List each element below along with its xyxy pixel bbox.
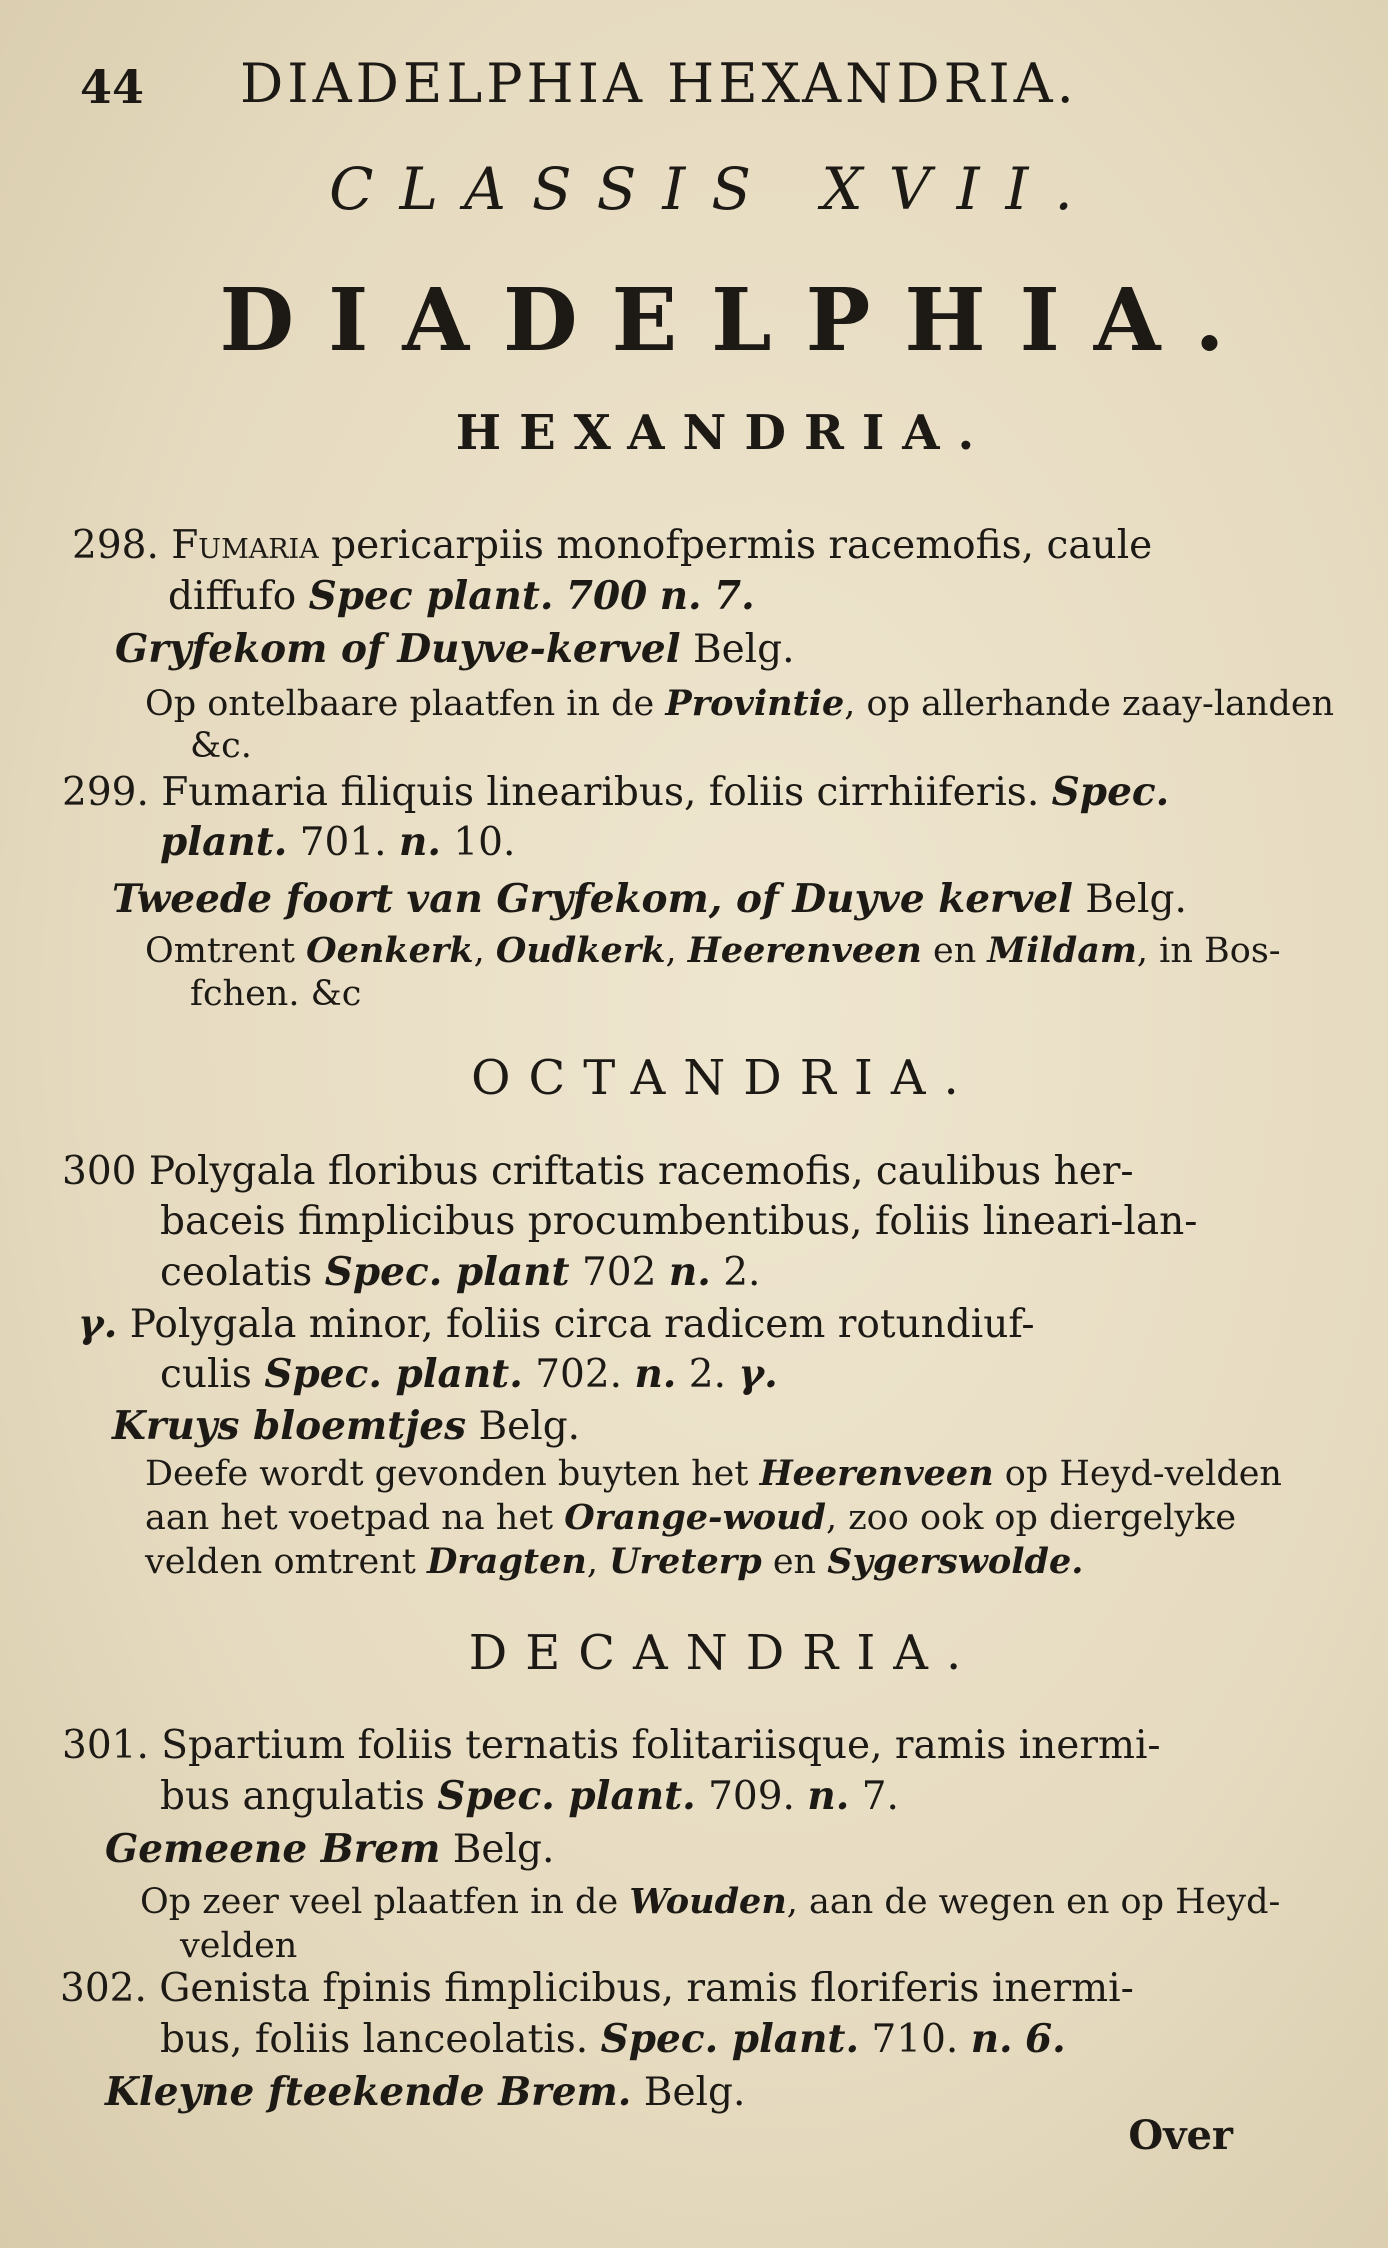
catchword: Over — [1128, 2112, 1233, 2159]
description: floribus criftatis racemofis, caulibus her- — [327, 1149, 1134, 1194]
locality-text: , — [586, 1542, 598, 1582]
description: foliis ternatis folitariisque, ramis inermi- — [357, 1723, 1161, 1768]
genus-name: Genista — [159, 1966, 311, 2011]
locality-text: en — [772, 1542, 817, 1582]
reference-n: n. — [634, 1351, 677, 1397]
locality-line-1 — [145, 680, 1334, 728]
entry-301-line-2 — [160, 1772, 899, 1821]
locality-line-1 — [145, 927, 1281, 975]
entry-300-line-2 — [160, 1198, 1197, 1246]
description: diffufo — [168, 574, 297, 619]
entry-301-line-1 — [62, 1722, 1161, 1770]
description: ceolatis — [160, 1250, 313, 1295]
entry-300-line-3 — [160, 1248, 760, 1297]
entry-number: 301. — [62, 1723, 149, 1768]
reference-number: 2. — [723, 1250, 761, 1295]
section-heading-octandria: OCTANDRIA. — [471, 1050, 977, 1106]
entry-299-line-2 — [160, 818, 515, 867]
vernacular-name-line — [105, 2068, 745, 2117]
variety-letter: γ. — [78, 1301, 118, 1347]
description: minor, foliis circa radicem rotundiuf- — [308, 1302, 1035, 1347]
reference-page: 701. — [299, 820, 387, 865]
reference: Spec plant. — [308, 573, 554, 619]
genus-name: Fumaria — [171, 523, 319, 568]
reference-number: 2. — [688, 1352, 726, 1397]
place-name: Orange-woud — [564, 1497, 826, 1538]
reference-page: 700 — [565, 573, 648, 619]
vernacular-name-line — [112, 875, 1187, 924]
vernacular-name-line — [115, 625, 795, 674]
locality-text: Omtrent — [145, 931, 295, 971]
reference-n: n. — [807, 1773, 850, 1819]
locality-text: , in Bos- — [1136, 931, 1281, 971]
description: pericarpiis monofpermis racemofis, caule — [331, 523, 1153, 568]
entry-number: 302. — [60, 1966, 147, 2011]
genus-name: Polygala — [129, 1302, 297, 1347]
reference-page: 702. — [535, 1352, 623, 1397]
reference: Spec. plant — [324, 1249, 570, 1295]
entry-number: 300 — [62, 1149, 137, 1194]
reference-number: 7. — [714, 573, 755, 619]
place-name: Mildam — [987, 930, 1137, 971]
place-name: Wouden — [629, 1881, 787, 1922]
reference: Spec. plant. — [264, 1351, 523, 1397]
vernacular-name: Kleyne fteekende Brem. — [105, 2069, 632, 2115]
entry-302-line-1 — [60, 1965, 1134, 2013]
reference-page: 709. — [708, 1774, 795, 1819]
language-tag: Belg. — [478, 1404, 581, 1449]
genus-name: Spartium — [161, 1723, 346, 1768]
reference: Spec. plant. — [600, 2016, 860, 2062]
class-name-heading: DIADELPHIA. — [219, 270, 1259, 371]
place-name: Sygerswolde. — [827, 1541, 1084, 1582]
genus-name: Polygala — [148, 1149, 316, 1194]
locality-text: velden — [180, 1926, 298, 1966]
variety-line-2 — [160, 1350, 778, 1399]
locality-text: fchen. &c — [190, 974, 362, 1014]
reference-number: 6. — [1025, 2016, 1066, 2062]
entry-298-line-2 — [168, 572, 755, 621]
description: bus angulatis — [160, 1774, 425, 1819]
place-name: Ureterp — [609, 1541, 762, 1582]
locality-text: Deefe wordt gevonden buyten het — [145, 1454, 749, 1494]
classis-heading: CLASSIS XVII. — [329, 155, 1099, 223]
description: culis — [160, 1352, 252, 1397]
locality-text: , — [665, 931, 677, 971]
locality-text: Op zeer veel plaatfen in de — [140, 1882, 619, 1922]
locality-text: , aan de wegen en op Heyd- — [786, 1882, 1281, 1922]
entry-298-line-1 — [72, 522, 1152, 570]
locality-text: en — [932, 931, 977, 971]
place-name: Dragten — [426, 1541, 587, 1582]
vernacular-name: Gemeene Brem — [105, 1826, 441, 1872]
locality-text: &c. — [190, 726, 252, 766]
entry-number: 298. — [72, 523, 159, 568]
reference-n: n. — [668, 1249, 711, 1295]
variety-letter: γ. — [738, 1351, 778, 1397]
locality-text: aan het voetpad na het — [145, 1498, 554, 1538]
entry-299-line-1 — [62, 768, 1169, 817]
locality-text: , — [473, 931, 485, 971]
locality-line-1 — [145, 1450, 1282, 1498]
reference: plant. — [160, 819, 288, 865]
vernacular-name-line — [105, 1825, 554, 1874]
locality-text: Op ontelbaare plaatfen in de — [145, 684, 655, 724]
reference-number: 7. — [861, 1774, 899, 1819]
vernacular-name-line — [112, 1402, 580, 1451]
description: filiquis linearibus, foliis cirrhiiferis. — [340, 770, 1040, 815]
reference-page: 702 — [581, 1250, 657, 1295]
reference-n: n. — [970, 2016, 1013, 2062]
place-name: Oudkerk — [495, 930, 666, 971]
locality-text: op Heyd-velden — [1004, 1454, 1282, 1494]
genus-name: Fumaria — [161, 770, 329, 815]
locality-line-1 — [140, 1878, 1280, 1926]
locality-line-2 — [190, 970, 361, 1018]
reference: Spec. — [1051, 769, 1170, 815]
section-heading-hexandria: HEXANDRIA. — [455, 405, 993, 461]
variety-line-1 — [78, 1300, 1035, 1349]
vernacular-name: Kruys bloemtjes — [112, 1403, 467, 1449]
page-header — [80, 52, 1138, 122]
locality-text: , op allerhande zaay-landen — [844, 684, 1335, 724]
entry-300-line-1 — [62, 1148, 1134, 1196]
place-name: Provintie — [665, 683, 845, 724]
locality-line-2 — [190, 722, 252, 770]
entry-number: 299. — [62, 770, 149, 815]
language-tag: Belg. — [643, 2070, 746, 2115]
vernacular-name: Gryfekom of Duyve-kervel — [115, 626, 681, 672]
locality-line-2 — [180, 1922, 297, 1970]
language-tag: Belg. — [1085, 877, 1187, 922]
locality-line-3 — [145, 1538, 1083, 1586]
locality-line-2 — [145, 1494, 1236, 1542]
running-head: DIADELPHIA HEXANDRIA. — [240, 52, 1078, 115]
locality-text: velden omtrent — [145, 1542, 416, 1582]
locality-text: , zoo ook op diergelyke — [825, 1498, 1237, 1538]
page-number: 44 — [80, 60, 145, 114]
description: baceis fimplicibus procumbentibus, foliis lineari-lan- — [160, 1199, 1198, 1244]
language-tag: Belg. — [692, 627, 795, 672]
vernacular-name: Tweede foort van Gryfekom, of Duyve kervel — [112, 876, 1073, 922]
reference: Spec. plant. — [437, 1773, 696, 1819]
language-tag: Belg. — [452, 1827, 555, 1872]
place-name: Oenkerk — [306, 930, 474, 971]
description: bus, foliis lanceolatis. — [160, 2017, 589, 2062]
reference-n: n. — [659, 573, 702, 619]
entry-302-line-2 — [160, 2015, 1066, 2064]
place-name: Heerenveen — [759, 1453, 994, 1494]
reference-page: 710. — [871, 2017, 959, 2062]
section-heading-decandria: DECANDRIA. — [468, 1625, 980, 1681]
reference-number: 10. — [453, 820, 516, 865]
place-name: Heerenveen — [687, 930, 922, 971]
description: fpinis fimplicibus, ramis floriferis inermi- — [322, 1966, 1134, 2011]
reference-n: n. — [398, 819, 441, 865]
